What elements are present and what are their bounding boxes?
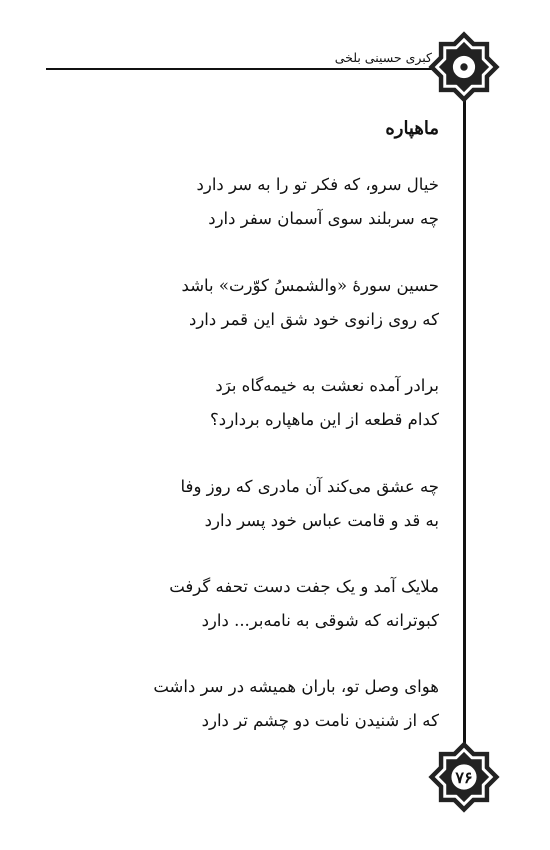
poem-line: که از شنیدن نامت دو چشم تر دارد [201,711,439,730]
poem-line: که روی زانوی خود شق این قمر دارد [188,310,439,329]
poem-line: به قد و قامت عباس خود پسر دارد [204,511,439,530]
poem-title: ماهپاره [385,118,439,139]
header-rule [46,68,438,70]
ornament-icon [427,30,501,104]
poem-line: ملایک آمد و یک جفت دست تحفه گرفت [169,577,439,596]
page-number: ۷۶ [455,767,473,787]
side-rule [463,86,466,748]
running-head: کبری حسینی بلخی [334,50,432,65]
poem-line: برادر آمده نعشت به خیمه‌گاه برَد [215,376,439,395]
poem-line: چه سربلند سوی آسمان سفر دارد [208,209,439,228]
poem-line: هوای وصل تو، باران همیشه در سر داشت [153,677,439,696]
poem-line: کدام قطعه از این ماهپاره بردارد؟ [210,410,439,429]
poem-line: کبوترانه که شوقی به نامه‌بر... دارد [201,611,439,630]
poem-line: حسین سورهٔ «والشمسُ کوّرت» باشد [181,276,439,295]
poem-line: چه عشق می‌کند آن مادری که روز وفا [180,477,439,496]
poem-line: خیال سرو، که فکر تو را به سر دارد [196,175,439,194]
